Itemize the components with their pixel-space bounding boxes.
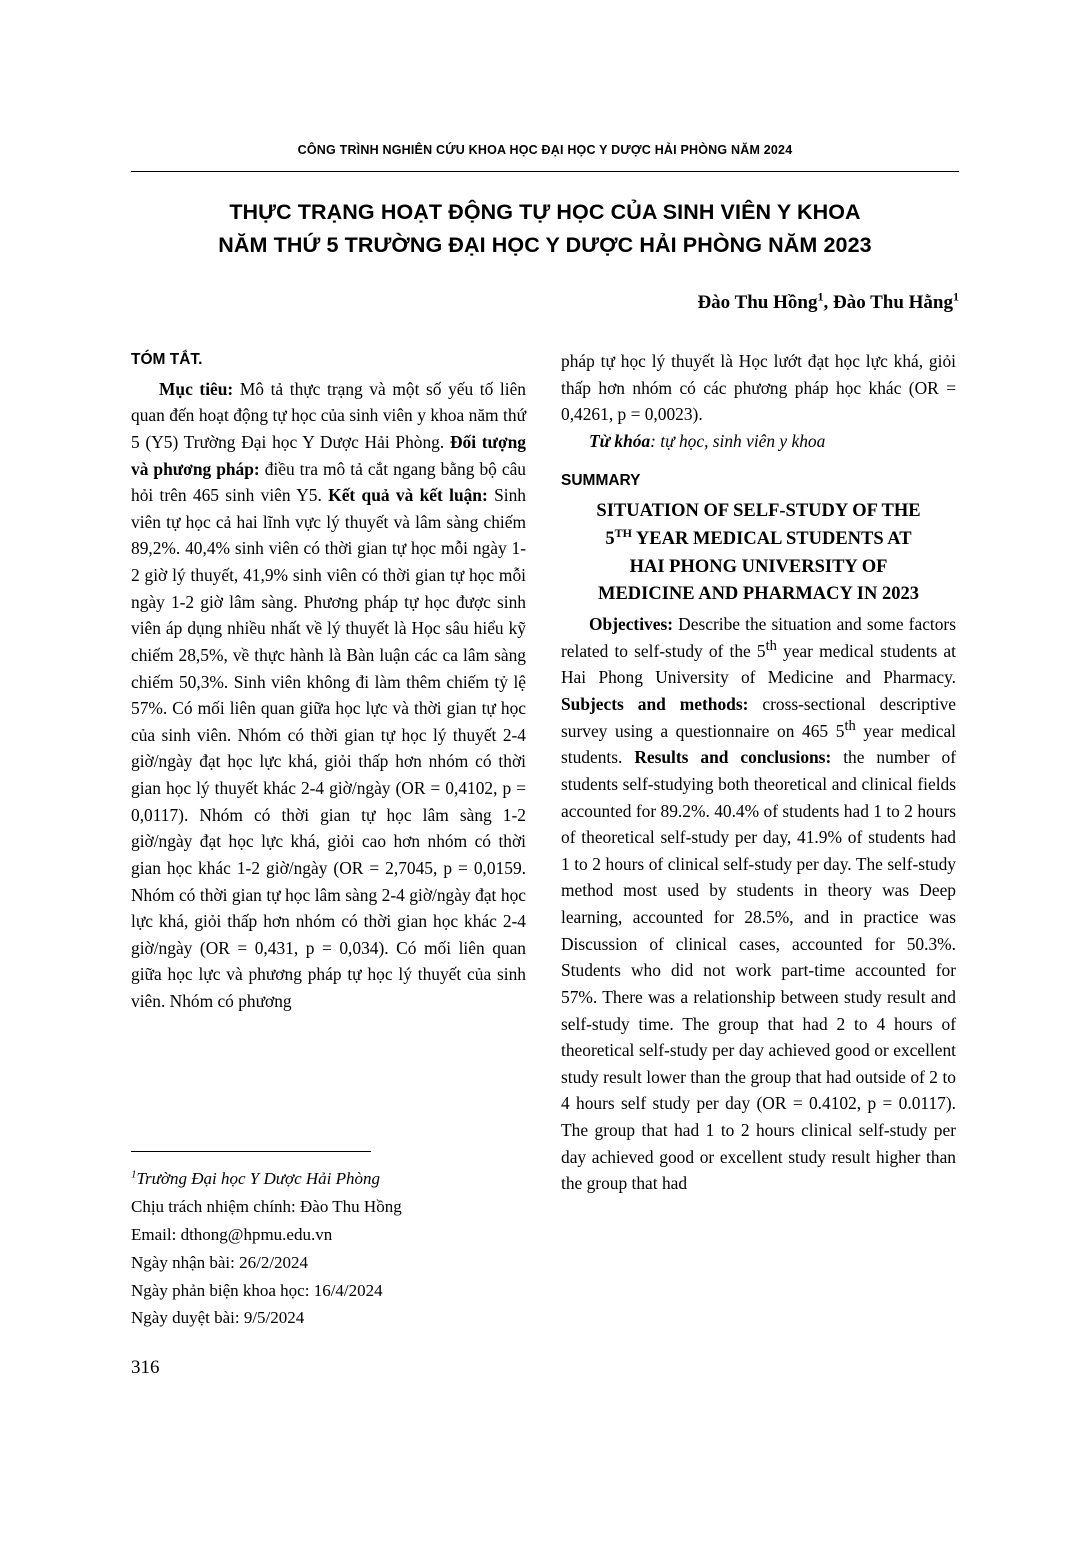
affiliation-text: Trường Đại học Y Dược Hải Phòng: [136, 1169, 381, 1188]
en-subjects-text: cross-sectional descriptive survey using a questionnaire on 465 5: [561, 694, 956, 741]
keywords-text: : tự học, sinh viên y khoa: [650, 430, 826, 451]
page-title: [131, 196, 959, 263]
author-list: [131, 289, 959, 314]
left-column: [131, 348, 526, 1015]
en-objectives-text-b: year medical students at Hai Phong University of Medicine and Pharmacy.: [561, 640, 956, 688]
summary-title-ordinal-suffix: TH: [614, 525, 632, 540]
header-divider: [131, 171, 959, 172]
objective-label: Mục tiêu:: [159, 378, 234, 399]
summary-title-line-2-rest: YEAR MEDICAL STUDENTS AT: [631, 528, 912, 549]
en-subjects-ordinal: th: [844, 717, 856, 734]
review-date: Ngày phản biện khoa học: 16/4/2024: [131, 1280, 383, 1300]
summary-heading: SUMMARY: [561, 471, 641, 489]
spacer: [561, 455, 956, 469]
summary-title-line-4: MEDICINE AND PHARMACY IN 2023: [597, 584, 919, 605]
author-names: Đào Thu Hồng$^1$, Đào Thu Hằng$^1$: [697, 289, 959, 313]
right-column: [561, 348, 956, 1197]
results-label: Kết quả và kết luận:: [328, 485, 488, 506]
abstract-heading: TÓM TẮT.: [131, 351, 203, 368]
email-line: Email: dthong@hpmu.edu.vn: [131, 1224, 333, 1244]
objective-text: Mô tả thực trạng và một số yếu tố liên quan đến hoạt động tự học của sinh viên y khoa năm thứ 5 (Y5) Trường Đại học Y Dược Hải Phòng.: [131, 378, 526, 452]
abstract-continuation: pháp tự học lý thuyết là Học lướt đạt học lực khá, giỏi thấp hơn nhóm có các phương pháp học khác (OR = 0,4261, p = 0,0023).: [561, 351, 956, 425]
title-line-2: NĂM THỨ 5 TRƯỜNG ĐẠI HỌC Y DƯỢC HẢI PHÒNG NĂM 2023: [218, 233, 872, 258]
affiliation-marker: 1: [131, 1168, 137, 1181]
en-objectives-text: Describe the situation and some factors related to self-study of the 5: [561, 614, 956, 661]
affiliation-line: [131, 1165, 531, 1193]
en-subjects-text-b: year medical students.: [561, 720, 956, 768]
title-line-1: THỰC TRẠNG HOẠT ĐỘNG TỰ HỌC CỦA SINH VIÊN Y KHOA: [229, 200, 861, 224]
en-results-text: the number of students self-studying both theoretical and clinical fields accounted for 89.2%. 40.4% of students had 1 to 2 hours of theoretical self-study per day, 41.9% of students had 1 to 2 hours of clinical self-study per day. The self-study method most used by students in theory was Deep learning, accounted for 28.5%, and in practice was Discussion of clinical cases, accounted for 50.3%. Students who did not work part-time accounted for 57%. There was a relationship between study result and self-study time. The group that had 2 to 4 hours of theoretical self-study per day achieved good or excellent study result lower than the group that had outside of 2 to 4 hours self study per day (OR = 0.4102, p = 0.0117). The group that had 1 to 2 hours clinical self-study per day achieved good or excellent study result higher than the group that had: [561, 747, 956, 1194]
results-text: Sinh viên tự học cả hai lĩnh vực lý thuyết và lâm sàng chiếm 89,2%. 40,4% sinh viên có thời gian tự học mỗi ngày 1-2 giờ lý thuyết, 41,9% sinh viên có thời gian tự học mỗi ngày 1-2 giờ lâm sàng. Phương pháp tự học được sinh viên áp dụng nhiều nhất về lý thuyết là Học sâu hiểu kỹ chiếm 28,5%, về thực hành là Bàn luận các ca lâm sàng chiếm 50,3%. Sinh viên không đi làm thêm chiếm tỷ lệ 57%. Có mối liên quan giữa học lực và thời gian tự học của sinh viên. Nhóm có thời gian tự học lý thuyết 2-4 giờ/ngày đạt học lực khá, giỏi thấp hơn nhóm có thời gian học lý thuyết khác 2-4 giờ/ngày (OR = 0,4102, p = 0,0117). Nhóm có thời gian tự học lâm sàng 1-2 giờ/ngày đạt học lực khá, giỏi cao hơn nhóm có thời gian học khác 1-2 giờ/ngày (OR = 2,7045, p = 0,0159. Nhóm có thời gian tự học lâm sàng 2-4 giờ/ngày đạt học lực khá, giỏi thấp hơn nhóm có thời gian học khác 2-4 giờ/ngày (OR = 0,431, p = 0,034). Có mối liên quan giữa học lực và phương pháp tự học lý thuyết của sinh viên. Nhóm có phương: [131, 485, 526, 1012]
accept-date: Ngày duyệt bài: 9/5/2024: [131, 1308, 305, 1328]
abstract-paragraph: [131, 376, 526, 1015]
summary-title-line-3: HAI PHONG UNIVERSITY OF: [629, 556, 888, 577]
en-objectives-label: Objectives:: [589, 614, 674, 635]
summary-title-line-2: [605, 525, 912, 549]
methods-text: điều tra mô tả cắt ngang bằng bộ câu hỏi trên 465 sinh viên Y5.: [131, 458, 526, 506]
keywords-paragraph: [561, 428, 956, 455]
en-results-label: Results and conclusions:: [634, 747, 832, 768]
footnote-divider: [131, 1151, 371, 1152]
running-head: CÔNG TRÌNH NGHIÊN CỨU KHOA HỌC ĐẠI HỌC Y DƯỢC HẢI PHÒNG NĂM 2024: [297, 143, 793, 157]
received-date: Ngày nhận bài: 26/2/2024: [131, 1252, 309, 1272]
summary-body: [561, 611, 956, 1197]
page-number: 316: [131, 1357, 160, 1378]
corresponding-author: Chịu trách nhiệm chính: Đào Thu Hồng: [131, 1196, 402, 1216]
methods-label: Đối tượng và phương pháp:: [131, 431, 526, 479]
summary-title: [561, 498, 956, 609]
keywords-label: Từ khóa: [589, 430, 651, 451]
footnote-block: [131, 1165, 531, 1332]
summary-title-line-1: SITUATION OF SELF-STUDY OF THE: [596, 501, 921, 522]
en-objectives-ordinal: th: [765, 638, 777, 655]
en-subjects-label: Subjects and methods:: [561, 694, 749, 715]
summary-title-ordinal: 5: [605, 528, 615, 549]
